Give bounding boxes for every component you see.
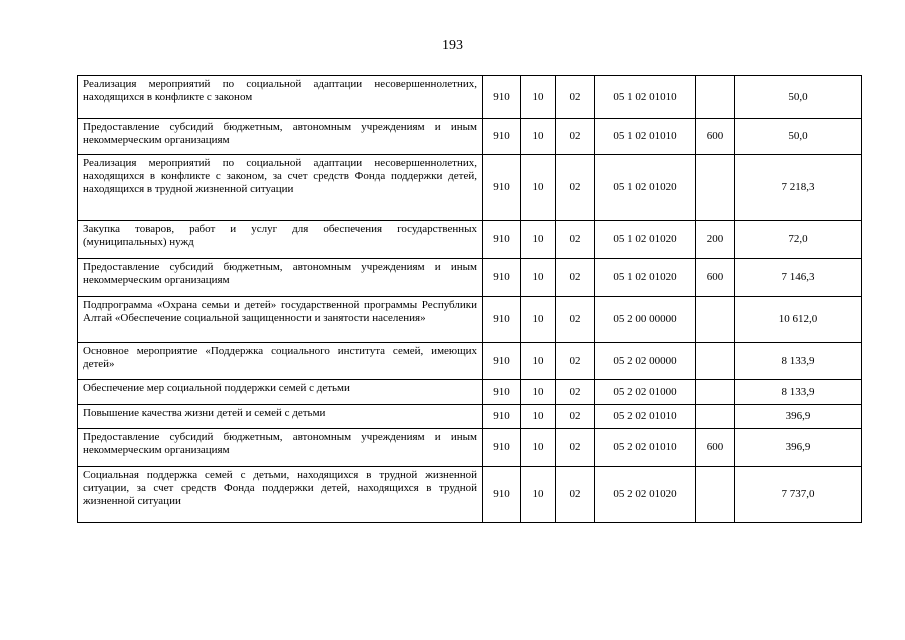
ministry-code: 910 [483,221,521,259]
section-code: 10 [521,119,556,155]
subsection-code: 02 [556,467,595,523]
amount: 10 612,0 [735,297,862,343]
expense-type-code [696,76,735,119]
expense-type-code [696,405,735,429]
row-description: Социальная поддержка семей с детьми, находящихся в трудной жизненной ситуации, за счет средств Фонда поддержки детей, находящихся в трудной жизненной ситуации [78,467,483,523]
subsection-code: 02 [556,155,595,221]
row-description: Реализация мероприятий по социальной адаптации несовершеннолетних, находящихся в конфликте с законом [78,76,483,119]
table-row [78,119,862,155]
expense-type-code: 600 [696,429,735,467]
target-article-code: 05 1 02 01020 [595,221,696,259]
amount: 8 133,9 [735,343,862,380]
amount: 7 737,0 [735,467,862,523]
expense-type-code [696,467,735,523]
row-description: Подпрограмма «Охрана семьи и детей» государственной программы Республики Алтай «Обеспечение социальной защищенности и занятости населения» [78,297,483,343]
target-article-code: 05 1 02 01010 [595,76,696,119]
expense-type-code [696,155,735,221]
expense-type-code [696,380,735,405]
row-description: Предоставление субсидий бюджетным, автономным учреждениям и иным некоммерческим организациям [78,259,483,297]
expense-type-code [696,343,735,380]
target-article-code: 05 2 02 01020 [595,467,696,523]
table-row [78,467,862,523]
subsection-code: 02 [556,119,595,155]
amount: 7 218,3 [735,155,862,221]
ministry-code: 910 [483,76,521,119]
ministry-code: 910 [483,380,521,405]
amount: 396,9 [735,405,862,429]
ministry-code: 910 [483,119,521,155]
table-row [78,429,862,467]
table-row [78,343,862,380]
table-row [78,380,862,405]
ministry-code: 910 [483,155,521,221]
subsection-code: 02 [556,429,595,467]
table-row [78,155,862,221]
row-description: Повышение качества жизни детей и семей с детьми [78,405,483,429]
subsection-code: 02 [556,405,595,429]
target-article-code: 05 1 02 01020 [595,259,696,297]
target-article-code: 05 2 02 01010 [595,429,696,467]
ministry-code: 910 [483,259,521,297]
amount: 50,0 [735,76,862,119]
expense-type-code: 200 [696,221,735,259]
section-code: 10 [521,467,556,523]
table-row [78,259,862,297]
ministry-code: 910 [483,429,521,467]
target-article-code: 05 1 02 01020 [595,155,696,221]
subsection-code: 02 [556,221,595,259]
ministry-code: 910 [483,405,521,429]
table-row [78,405,862,429]
amount: 72,0 [735,221,862,259]
row-description: Закупка товаров, работ и услуг для обеспечения государственных (муниципальных) нужд [78,221,483,259]
section-code: 10 [521,343,556,380]
row-description: Основное мероприятие «Поддержка социального института семей, имеющих детей» [78,343,483,380]
amount: 8 133,9 [735,380,862,405]
section-code: 10 [521,405,556,429]
budget-table [77,75,862,523]
section-code: 10 [521,429,556,467]
ministry-code: 910 [483,343,521,380]
amount: 50,0 [735,119,862,155]
ministry-code: 910 [483,467,521,523]
row-description: Предоставление субсидий бюджетным, автономным учреждениям и иным некоммерческим организациям [78,429,483,467]
table-row [78,297,862,343]
subsection-code: 02 [556,297,595,343]
table-row [78,221,862,259]
subsection-code: 02 [556,343,595,380]
expense-type-code: 600 [696,259,735,297]
subsection-code: 02 [556,380,595,405]
target-article-code: 05 1 02 01010 [595,119,696,155]
expense-type-code: 600 [696,119,735,155]
section-code: 10 [521,76,556,119]
target-article-code: 05 2 00 00000 [595,297,696,343]
row-description: Обеспечение мер социальной поддержки семей с детьми [78,380,483,405]
row-description: Реализация мероприятий по социальной адаптации несовершеннолетних, находящихся в конфликте с законом, за счет средств Фонда поддержки детей, находящихся в трудной жизненной ситуации [78,155,483,221]
amount: 396,9 [735,429,862,467]
section-code: 10 [521,221,556,259]
target-article-code: 05 2 02 01010 [595,405,696,429]
row-description: Предоставление субсидий бюджетным, автономным учреждениям и иным некоммерческим организациям [78,119,483,155]
section-code: 10 [521,297,556,343]
target-article-code: 05 2 02 01000 [595,380,696,405]
target-article-code: 05 2 02 00000 [595,343,696,380]
amount: 7 146,3 [735,259,862,297]
section-code: 10 [521,380,556,405]
expense-type-code [696,297,735,343]
subsection-code: 02 [556,76,595,119]
page-number: 193 [442,38,463,53]
section-code: 10 [521,155,556,221]
table-row [78,76,862,119]
section-code: 10 [521,259,556,297]
subsection-code: 02 [556,259,595,297]
ministry-code: 910 [483,297,521,343]
